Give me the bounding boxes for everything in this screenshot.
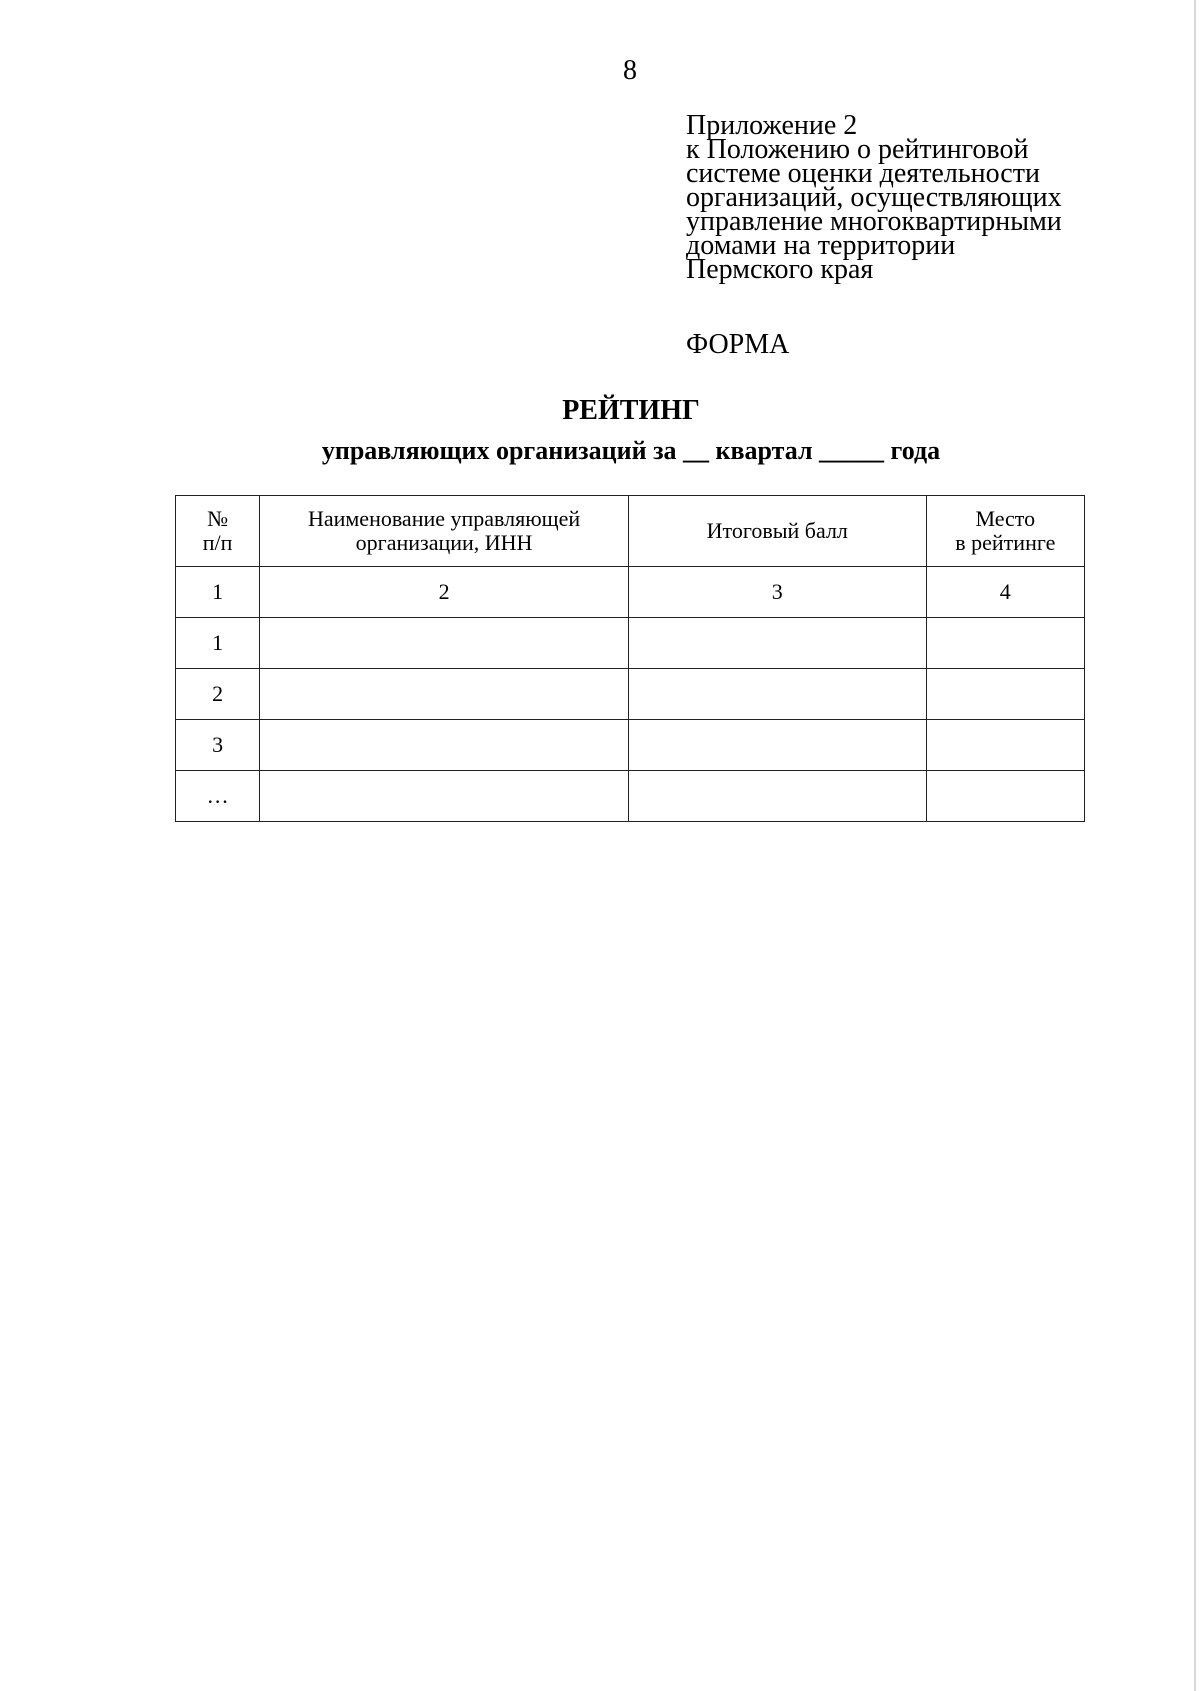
organization-cell xyxy=(260,618,629,669)
header-organization: Наименование управляющей организации, ИНН xyxy=(260,496,629,567)
header-number: № п/п xyxy=(176,496,260,567)
page-number: 8 xyxy=(623,55,637,86)
rank-cell xyxy=(926,771,1084,822)
table-row xyxy=(176,618,1085,669)
column-number-cell: 4 xyxy=(926,567,1084,618)
row-number-cell: 2 xyxy=(176,669,260,720)
score-cell xyxy=(628,720,926,771)
rating-table xyxy=(175,495,1085,822)
appendix-line: Пермского края xyxy=(686,254,874,285)
organization-cell xyxy=(260,771,629,822)
column-numbers-row xyxy=(176,567,1085,618)
table-header-row xyxy=(176,496,1085,567)
appendix-line: домами на территории xyxy=(686,230,956,261)
appendix-line: системе оценки деятельности xyxy=(686,158,1040,189)
score-cell xyxy=(628,771,926,822)
row-number-cell: … xyxy=(176,771,260,822)
organization-cell xyxy=(260,669,629,720)
column-number-cell: 1 xyxy=(176,567,260,618)
document-subtitle: управляющих организаций за __ квартал _____ года xyxy=(321,436,941,465)
appendix-line: к Положению о рейтинговой xyxy=(686,134,1029,165)
document-title: РЕЙТИНГ xyxy=(562,395,700,426)
row-number-cell: 3 xyxy=(176,720,260,771)
rank-cell xyxy=(926,720,1084,771)
header-total-score: Итоговый балл xyxy=(628,496,926,567)
table-row xyxy=(176,771,1085,822)
header-rank: Место в рейтинге xyxy=(926,496,1084,567)
appendix-line: организаций, осуществляющих xyxy=(686,182,1062,213)
scan-edge-line xyxy=(1194,0,1196,1691)
score-cell xyxy=(628,618,926,669)
column-number-cell: 2 xyxy=(260,567,629,618)
appendix-line: Приложение 2 xyxy=(686,110,858,141)
score-cell xyxy=(628,669,926,720)
table-row xyxy=(176,720,1085,771)
organization-cell xyxy=(260,720,629,771)
form-label: ФОРМА xyxy=(686,329,790,360)
rank-cell xyxy=(926,618,1084,669)
appendix-line: управление многоквартирными xyxy=(686,206,1062,237)
table-row xyxy=(176,669,1085,720)
column-number-cell: 3 xyxy=(628,567,926,618)
row-number-cell: 1 xyxy=(176,618,260,669)
rank-cell xyxy=(926,669,1084,720)
appendix-reference xyxy=(686,110,1062,285)
